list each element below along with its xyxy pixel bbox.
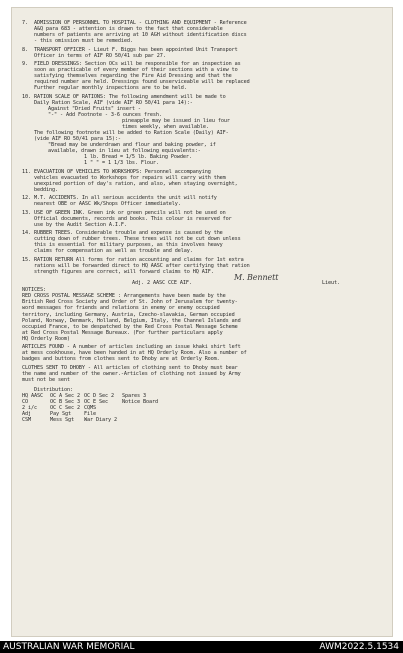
order-item-14	[22, 230, 378, 254]
item-line: bedding.	[34, 186, 58, 193]
handwritten-signature: M. Bennett	[234, 273, 279, 283]
notice-line: word messages for friends and relations in enemy or enemy occupied	[22, 305, 220, 312]
notice-line: British Red Cross Society and Order of St. John of Jerusalem for twenty-	[22, 299, 238, 306]
distribution-entry: CO	[22, 399, 28, 406]
notice-line: the name and number of the owner.-Articles of clothing not issued by Army	[22, 370, 241, 377]
item-number: 8.	[22, 46, 28, 53]
distribution-entry: Mess Sgt	[50, 417, 74, 424]
order-item-13	[22, 210, 378, 228]
distribution-list	[22, 393, 378, 423]
item-line: Officer in terms of AIF RO 50/41 sub par 27.	[34, 52, 166, 59]
notice-line: must not be sent	[22, 376, 70, 383]
item-line: M.T. ACCIDENTS. In all serious accidents the unit will notify	[34, 195, 217, 202]
distribution-entry: CQMS	[84, 405, 96, 412]
archive-accession-number: AWM2022.5.1534	[319, 642, 399, 652]
item-number: 9.	[22, 61, 28, 68]
item-line: rations will be forwarded direct to HQ AASC after certifying that ration	[34, 262, 250, 269]
item-line: "-" - Add Footnote - 3-6 ounces fresh.	[48, 111, 162, 118]
notice-line: ARTICLES FOUND - A number of articles including an issue khaki shirt left	[22, 344, 241, 351]
item-line: RATION SCALE OF RATIONS: The following amendment will be made to	[34, 93, 226, 100]
item-line: soon as practicable of every member of their sections with a view to	[34, 67, 238, 74]
item-line: Against "Dried Fruits" insert -	[48, 105, 141, 112]
item-line: 1 " " = 1 1/3 lbs. Flour.	[84, 160, 159, 167]
distribution-entry: Adj	[22, 411, 31, 418]
item-line: satisfying themselves regarding the Fire Aid Dressing and that the	[34, 73, 232, 80]
order-item-9	[22, 61, 378, 91]
notice-articles-found	[22, 344, 378, 362]
notice-line: CLOTHES SENT TO DHOBY - All articles of clothing sent to Dhoby must bear	[22, 364, 238, 371]
item-number: 13.	[22, 209, 31, 216]
archive-footer	[0, 641, 403, 653]
item-line: RUBBER TREES. Considerable trouble and expense is caused by the	[34, 230, 223, 237]
item-line: ADMISSION OF PERSONNEL TO HOSPITAL - CLOTHING AND EQUIPMENT - Reference	[34, 20, 247, 26]
item-line: vehicles evacuated to Workshops for repairs will carry with them	[34, 174, 226, 181]
notice-line: territory, including Germany, Austria, Czecho-slavakia, German occupied	[22, 311, 235, 318]
distribution-entry: File	[84, 411, 96, 418]
distribution-entry: HQ AASC	[22, 393, 43, 400]
item-number: 15.	[22, 256, 31, 263]
item-line: nearest OBE or AASC Wk/Shops Officer immediately.	[34, 201, 181, 208]
archive-name: AUSTRALIAN WAR MEMORIAL	[3, 642, 135, 652]
distribution-entry: OC C Sec 2	[50, 405, 80, 412]
item-line: Further regular monthly inspections are to be held.	[34, 85, 187, 92]
distribution-entry: OC A Sec 2	[50, 393, 80, 400]
item-number: 12.	[22, 195, 31, 202]
item-line: required number are held. Dressings found unserviceable will be replaced	[34, 79, 250, 86]
item-line: USE OF GREEN INK. Green ink or green pencils will not be used on	[34, 209, 226, 216]
distribution-entry: OC D Sec 2	[84, 393, 114, 400]
item-line: claims for compensation as well as trouble and delay.	[34, 248, 193, 255]
document-page	[11, 7, 393, 637]
distribution-entry: War Diary 2	[84, 417, 117, 424]
item-line: (vide AIF RO 50/41 para 15):-	[34, 136, 121, 143]
item-line: numbers of patients are arriving at 10 AGH without identification discs	[34, 32, 247, 39]
notices-heading: NOTICES:	[22, 287, 46, 294]
item-line: unexpired portion of day's ration, and also, when staying overnight,	[34, 180, 238, 187]
item-line: strength figures are correct, will forward claims to HQ AIF.	[34, 268, 214, 275]
item-line: use by the Audit Section A.I.F.	[34, 221, 127, 228]
notice-line: at mess cookhouse, have been handed in at HQ Orderly Room. Also a number of	[22, 350, 247, 357]
notice-line: HQ Orderly Room)	[22, 335, 70, 342]
item-line: available, drawn in lieu at following equivalents:-	[48, 148, 201, 155]
document-body	[22, 20, 378, 424]
notice-line: badges and buttons from clothes sent to Dhoby are at Orderly Room.	[22, 356, 220, 363]
item-line: RATION RETURN All forms for ration accounting and claims for 1st extra	[34, 256, 244, 263]
notice-line: RED CROSS POSTAL MESSAGE SCHEME : Arrangements have been made by the	[22, 293, 226, 300]
item-line: FIELD DRESSINGS: Section OCs will be responsible for an inspection as	[34, 61, 241, 68]
item-line: "Bread may be underdrawn and flour and baking powder, if	[48, 142, 216, 149]
item-line: 1 lb. Bread = 1/5 lb. Baking Powder.	[84, 154, 192, 161]
item-line: A&Q para 683 - attention is drawn to the fact that considerable	[34, 26, 223, 33]
distribution-entry: Pay Sgt	[50, 411, 71, 418]
item-line: TRANSPORT OFFICER - Lieut F. Biggs has been appointed Unit Transport	[34, 46, 238, 53]
order-item-11	[22, 169, 378, 193]
item-number: 7.	[22, 20, 28, 26]
item-line: times weekly, when available.	[122, 123, 209, 130]
item-line: - this omission must be remedied.	[34, 38, 133, 45]
item-line: cutting down of rubber trees. These trees will not be cut down unless	[34, 236, 241, 243]
item-line: Daily Ration Scale, AIF (vide AIF RO 50/41 para 14):-	[34, 99, 193, 106]
order-item-8	[22, 47, 378, 59]
distribution-entry: OC B Sec 3	[50, 399, 80, 406]
order-item-7	[22, 20, 378, 44]
item-number: 14.	[22, 230, 31, 237]
signature-title: Adj. 2 AASC CCE AIF.	[132, 280, 192, 287]
item-line: The following footnote will be added to Ration Scale (Daily) AIF-	[34, 129, 229, 136]
distribution-entry	[122, 417, 166, 423]
item-number: 10.	[22, 93, 31, 100]
notice-clothes-dhoby	[22, 365, 378, 383]
order-item-10	[22, 94, 378, 167]
item-line: Official documents, records and books. This colour is reserved for	[34, 215, 232, 222]
notice-line: at Red Cross Postal Message Bureaux. (For further particulars apply	[22, 329, 223, 336]
distribution-heading: Distribution:	[34, 387, 73, 394]
item-number: 11.	[22, 168, 31, 175]
signature-rank: Lieut.	[322, 280, 340, 287]
item-line: EVACUATION OF VEHICLES TO WORKSHOPS: Personnel accompanying	[34, 168, 211, 175]
notice-line: occupied France, to be despatched by the Red Cross Postal Message Scheme	[22, 323, 238, 330]
distribution-entry: OC E Sec	[84, 399, 108, 406]
distribution-entry: Spares 3	[122, 393, 146, 400]
distribution-entry: Notice Board	[122, 399, 158, 406]
item-line: this is essential for military purposes, as this involves heavy	[34, 242, 223, 249]
notice-line: Poland, Norway, Denmark, Holland, Belgium, Italy, the Channel Islands and	[22, 317, 241, 324]
signature-block	[22, 273, 378, 287]
order-item-15	[22, 257, 378, 275]
distribution-entry: CSM	[22, 417, 31, 424]
item-line: pineapple may be issued in lieu four	[122, 117, 230, 124]
order-item-12	[22, 195, 378, 207]
distribution-entry: 2 i/c	[22, 405, 37, 412]
notice-red-cross	[22, 293, 378, 341]
